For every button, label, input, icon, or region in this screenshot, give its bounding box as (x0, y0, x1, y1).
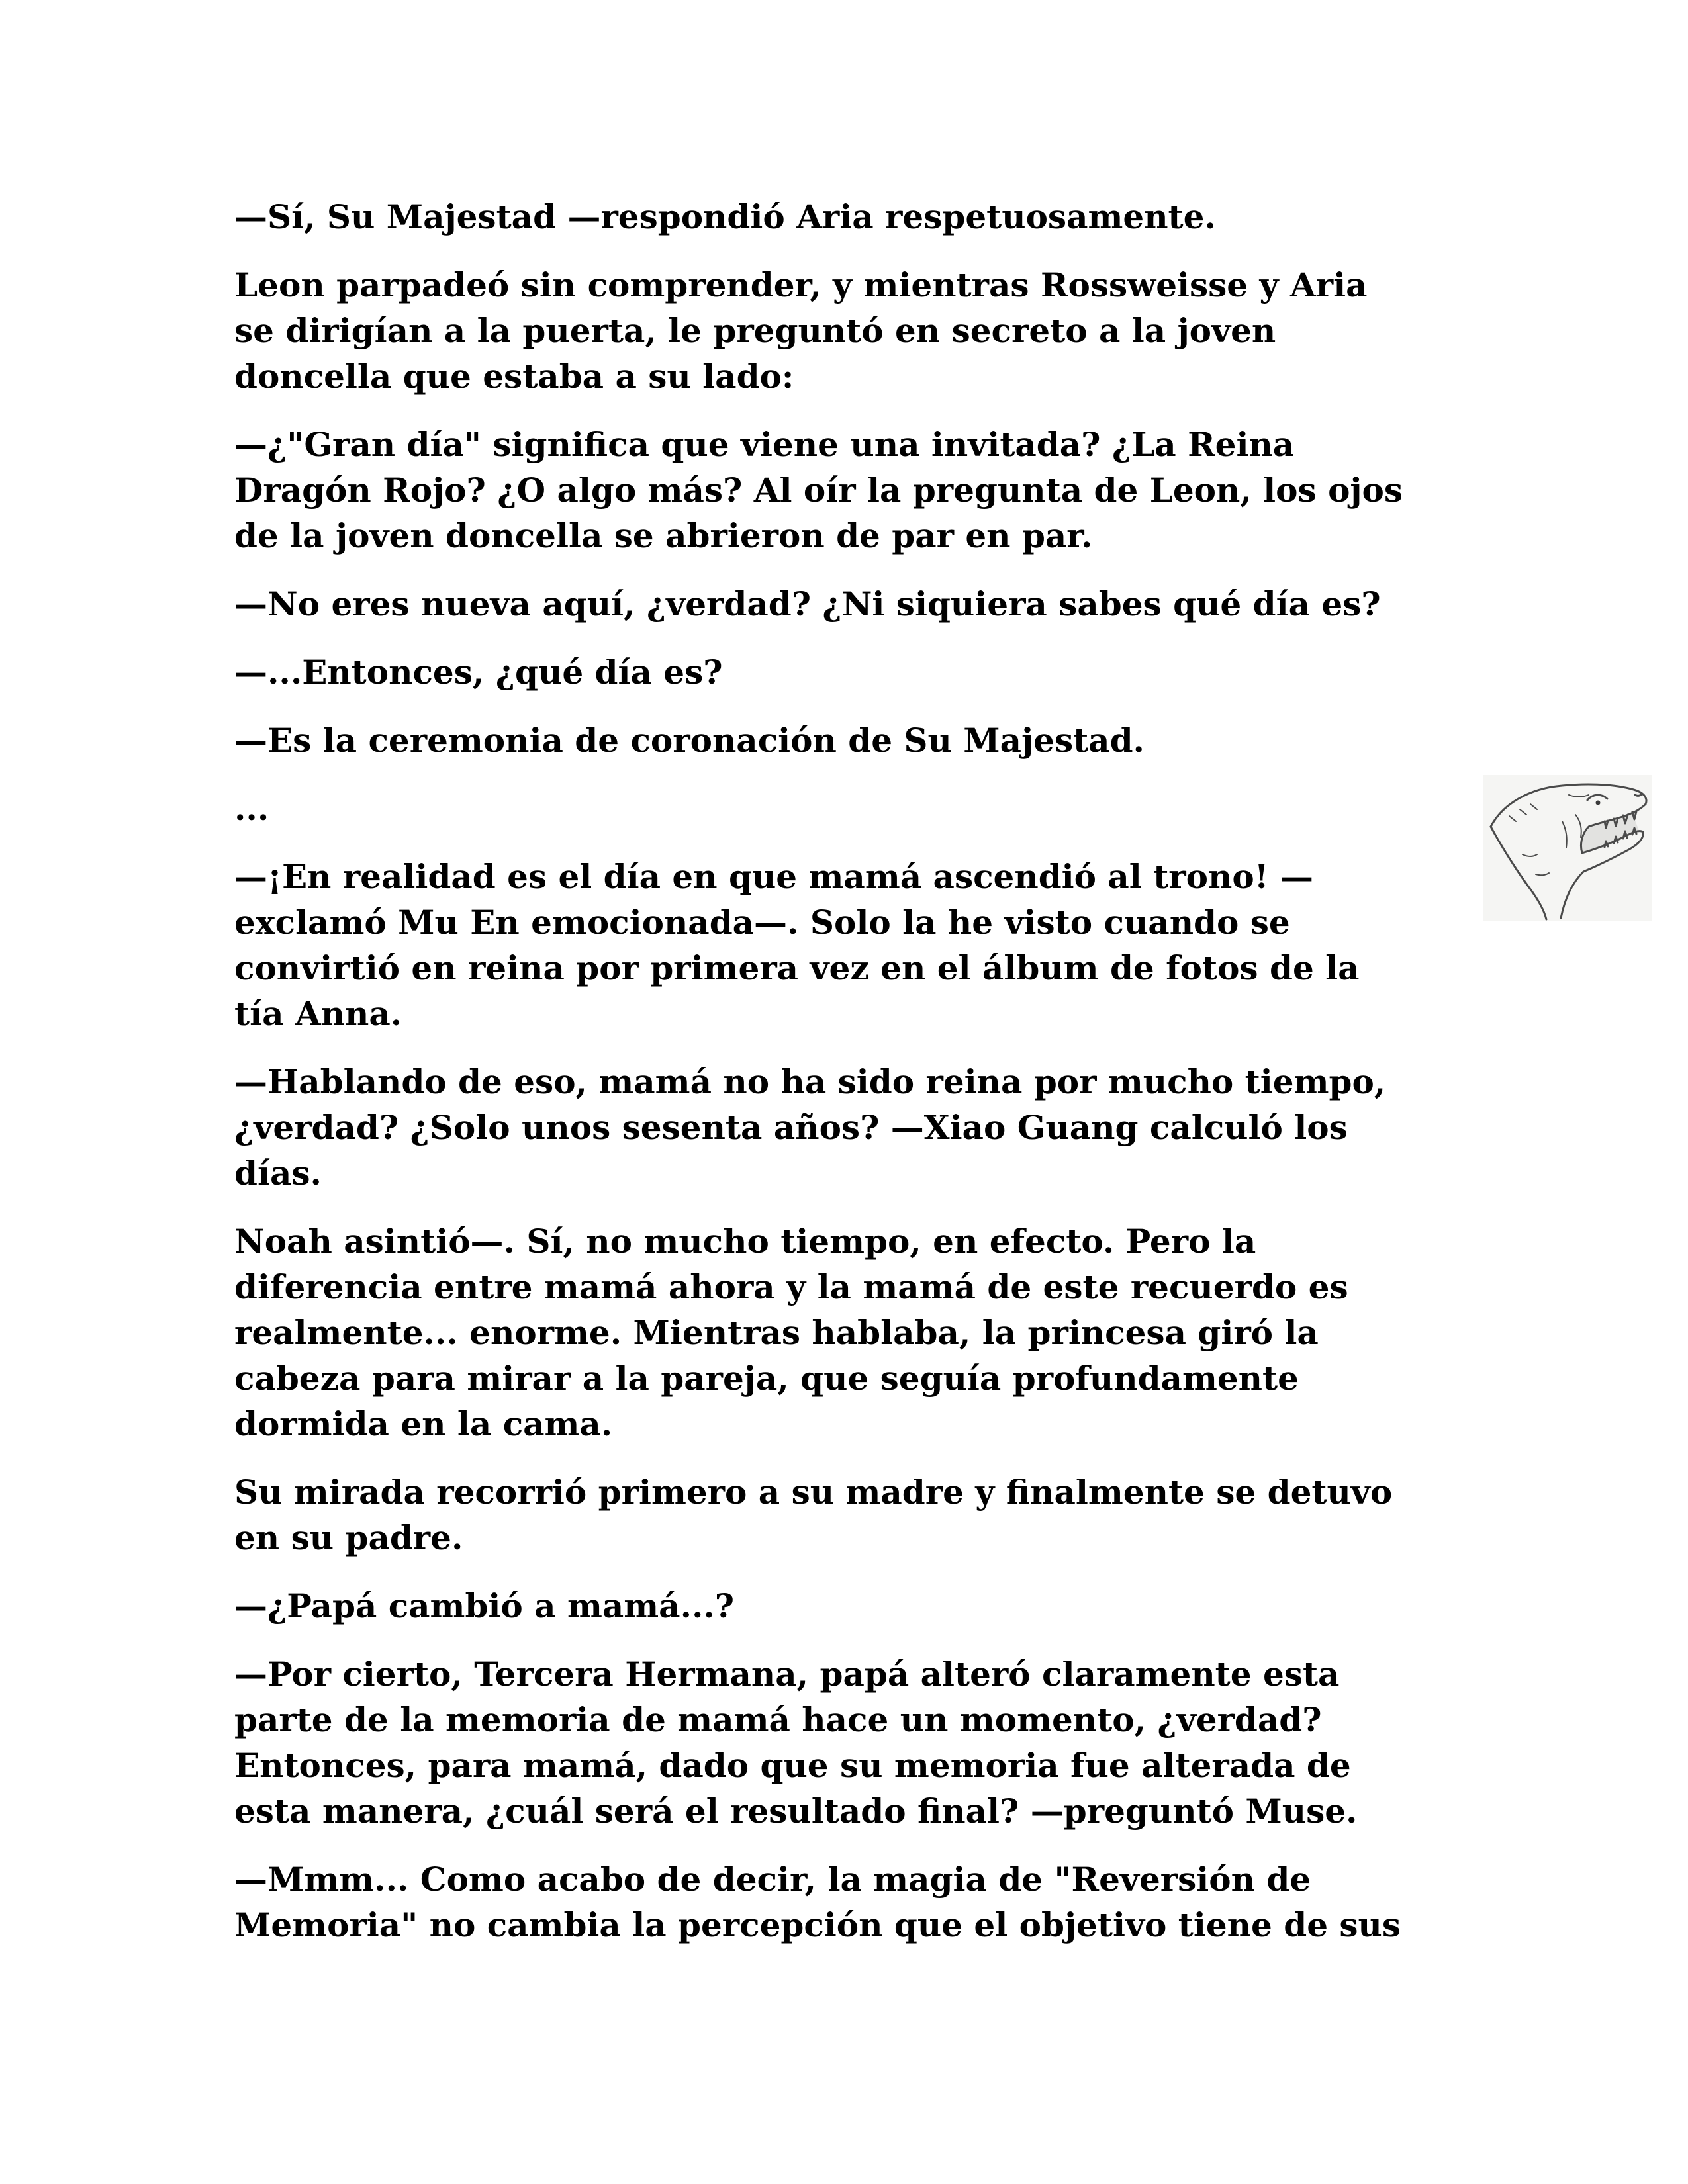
paragraph (234, 1469, 1479, 1561)
text-line: convirtió en reina por primera vez en el álbum de fotos de la (234, 948, 1360, 987)
text-line: —Por cierto, Tercera Hermana, papá alteró claramente esta (234, 1655, 1340, 1694)
text-line: realmente... enorme. Mientras hablaba, la princesa giró la (234, 1313, 1319, 1352)
paragraph (234, 1651, 1479, 1834)
text-line: —Hablando de eso, mamá no ha sido reina por mucho tiempo, (234, 1062, 1386, 1101)
paragraph (234, 1059, 1479, 1196)
paragraph (234, 262, 1479, 399)
text-line: ¿verdad? ¿Solo unos sesenta años? —Xiao Guang calculó los (234, 1108, 1348, 1147)
text-line: en su padre. (234, 1518, 463, 1557)
text-line: cabeza para mirar a la pareja, que seguía profundamente (234, 1359, 1299, 1398)
text-line: días. (234, 1154, 322, 1193)
text-line: ... (234, 789, 269, 828)
text-line: —Sí, Su Majestad —respondió Aria respetuosamente. (234, 197, 1216, 236)
dinosaur-sketch-image (1483, 775, 1652, 921)
text-line: —Es la ceremonia de coronación de Su Majestad. (234, 721, 1145, 760)
text-line: esta manera, ¿cuál será el resultado final? —preguntó Muse. (234, 1792, 1358, 1831)
paragraph (234, 1856, 1479, 1948)
paragraph (234, 854, 1479, 1036)
text-line: doncella que estaba a su lado: (234, 357, 794, 396)
text-line: Entonces, para mamá, dado que su memoria fue alterada de (234, 1746, 1351, 1785)
text-line: diferencia entre mamá ahora y la mamá de este recuerdo es (234, 1267, 1348, 1306)
paragraph (234, 786, 1479, 831)
text-body (234, 194, 1479, 1970)
text-line: exclamó Mu En emocionada—. Solo la he visto cuando se (234, 903, 1290, 942)
text-line: Memoria" no cambia la percepción que el objetivo tiene de sus (234, 1905, 1401, 1944)
text-line: dormida en la cama. (234, 1404, 613, 1443)
paragraph (234, 422, 1479, 559)
paragraph (234, 1583, 1479, 1629)
text-line: —...Entonces, ¿qué día es? (234, 653, 723, 692)
paragraph (234, 717, 1479, 763)
text-line: Noah asintió—. Sí, no mucho tiempo, en efecto. Pero la (234, 1222, 1256, 1261)
text-line: —¿Papá cambió a mamá...? (234, 1586, 735, 1625)
text-line: —¡En realidad es el día en que mamá ascendió al trono! — (234, 857, 1314, 896)
text-line: —Mmm... Como acabo de decir, la magia de "Reversión de (234, 1860, 1311, 1899)
text-line: se dirigían a la puerta, le preguntó en secreto a la joven (234, 311, 1276, 350)
text-line: —¿"Gran día" significa que viene una invitada? ¿La Reina (234, 425, 1295, 464)
text-line: —No eres nueva aquí, ¿verdad? ¿Ni siquiera sabes qué día es? (234, 584, 1381, 623)
text-line: Leon parpadeó sin comprender, y mientras Rossweisse y Aria (234, 265, 1368, 304)
text-line: Dragón Rojo? ¿O algo más? Al oír la pregunta de Leon, los ojos (234, 471, 1403, 510)
text-line: de la joven doncella se abrieron de par en par. (234, 516, 1093, 555)
paragraph (234, 1218, 1479, 1447)
text-line: tía Anna. (234, 994, 402, 1033)
paragraph (234, 649, 1479, 695)
paragraph (234, 194, 1479, 240)
text-line: Su mirada recorrió primero a su madre y finalmente se detuvo (234, 1473, 1393, 1512)
text-line: parte de la memoria de mamá hace un momento, ¿verdad? (234, 1700, 1322, 1739)
paragraph (234, 581, 1479, 627)
